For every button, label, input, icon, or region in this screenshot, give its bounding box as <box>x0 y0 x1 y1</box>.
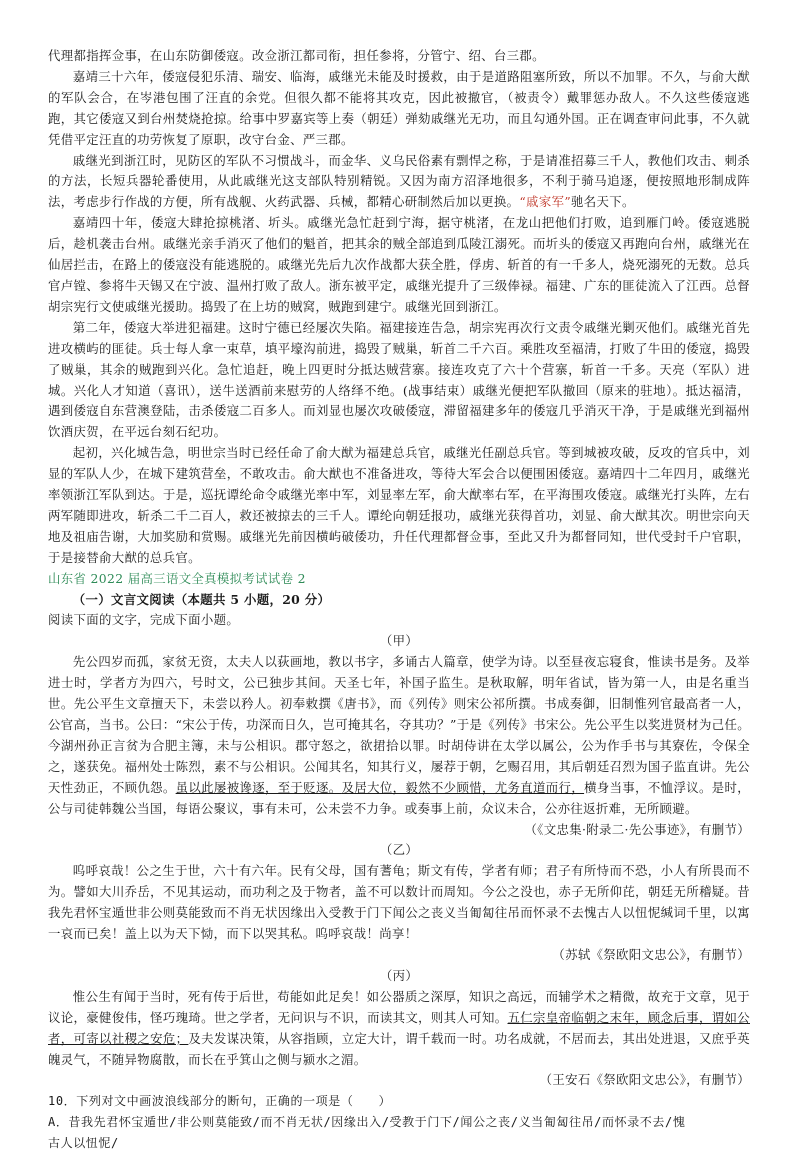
paragraph: 代理都指挥佥事，在山东防御倭寇。改佥浙江都司衔，担任参将，分管宁、绍、台三郡。 <box>48 48 545 63</box>
passage-source: （苏轼《祭欧阳文忠公》，有删节） <box>552 946 750 962</box>
passage-label-bing: （丙） <box>379 967 419 983</box>
passage-source: （《文忠集·附录二·先公事迹》，有删节） <box>524 821 750 837</box>
passage-jia <box>48 652 750 819</box>
paragraph-text: 戚继光到浙江时，见防区的军队不习惯战斗，而金华、义乌民俗素有剽悍之称，于是请准招募三千人，教他们攻击、刺杀的方法，长短兵器轮番使用，从此戚继光这支部队特别精锐。又因为南方沼泽地很多，不利于骑马追逐，便按照地形制成阵法，考虑步行作战的方便，所有战舰、火药武器、兵械，都精心研制然后加以更换。 <box>48 152 750 210</box>
underlined-sentence: 及居大位，毅然不少顾惜，尤务直道而行， <box>341 779 585 795</box>
paragraph: 第二年，倭寇大举进犯福建。这时宁德已经屡次失陷。福建接连告急，胡宗宪再次行文责令戚继光剿灭他们。戚继光首先进攻横屿的匪徒。兵士每人拿一束草，填平壕沟前进，捣毁了贼巢，斩首二千六百。乘胜攻至福清，打败了牛田的倭寇，捣毁了贼巢，其余的贼跑到兴化。急忙追赶，晚上四更时分抵达贼营寨。接连攻克了六十个营寨，斩首一千多。天亮（军队）进城。兴化人才知道（喜讯），送牛送酒前来慰劳的人络绎不绝。(战事结束）戚继光便把军队撤回（原来的驻地）。抵达福清，遇到倭寇自东营澳登陆，击杀倭寇二百多人。而刘显也屡次攻破倭寇，滞留福建多年的倭寇几乎消灭干净，于是戚继光到福州饮酒庆贺，在平远台刻石纪功。 <box>48 319 750 440</box>
section-title: （一）文言文阅读（本题共 5 小题，20 分） <box>72 591 331 607</box>
paragraph: 嘉靖四十年，倭寇大肆抢掠桃渚、圻头。戚继光急忙赶到宁海，据守桃渚，在龙山把他们打败，追到雁门岭。倭寇逃脱后，趁机袭击台州。戚继光亲手消灭了他们的魁首，把其余的贼全部追到瓜陵江溺死。而圻头的倭寇又再跑向台州，戚继光在仙居拦击，在路上的倭寇没有能逃脱的。戚继光先后九次作战都大获全胜，俘虏、斩首的有一千多人，烧死溺死的无数。总兵官卢镗、参将牛天锡又在宁波、温州打败了敌人。浙东被平定，戚继光提升了三级俸禄。福建、广东的匪徒流入了江西。总督胡宗宪行文使戚继光援助。捣毁了在上坊的贼窝，贼跑到建宁。戚继光回到浙江。 <box>48 215 750 314</box>
document-page <box>48 46 750 1154</box>
source-line: 山东省 2022 届高三语文全真模拟考试试卷 2 <box>48 570 306 586</box>
passage-text: 横身当事，不恤浮议。是时，公与司徒韩魏公当国，每语公聚议，事有未可，公未尝不力争。或奏事上前，众议未合，公亦往返折难，无所顾避。 <box>48 779 750 816</box>
underlined-sentence: 五仁宗皇帝临朝之末年，顾念后事，谓如公者，可寄以社稷之安危； <box>48 1009 750 1046</box>
passage-source: （王安石《祭欧阳文忠公》，有删节） <box>539 1072 750 1088</box>
passage-text: 先公四岁而孤，家贫无资，太夫人以荻画地，教以书字，多诵古人篇章，使学为诗。以至昼夜忘寝食，惟读书是务。及举进士时，学者方为四六，号时文，公已独步其间。天圣七年，补国子监生。是秋取解，明年省试，皆为第一人，由是名重当世。先公平生文章擅天下，未尝以矜人。初奉敕撰《唐书》，而《列传》则宋公祁所撰。书成奏御，旧制惟列官最高者一人，公官高，当书。公曰：“宋公于传，功深而日久，岂可掩其名，夺其功？”于是《列传》书宋公。先公平生以奖进贤材为己任。今湖州孙正言贫为合肥主簿，未与公相识。郡守怒之，欲捃拾以罪。时胡侍讲在太学以属公，公为作手书与其寮佐，令保全之，遂获免。福州处士陈烈，素不与公相识。公闻其名，知其行义，屡荐于朝，乞赐召用，其后朝廷召烈为国子监直讲。先公天性劲正，不顾仇怨。 <box>48 654 750 795</box>
question-option-a: A．昔我先君怀宝遁世/非公则莫能致/而不肖无状/因缘出入/受教于门下/闻公之丧/义当匍匐往吊/而怀录不去/愧 <box>48 1115 686 1130</box>
paragraph <box>48 151 750 214</box>
paragraph: 起初，兴化城告急，明世宗当时已经任命了俞大猷为福建总兵官，戚继光任副总兵官。等到城被攻破，反攻的官兵中，刘显的军队人少，在城下建筑营垒，不敢攻击。俞大猷也不准备进攻，等待大军会合以便围困倭寇。嘉靖四十二年四月，戚继光率领浙江军队到达。于是，巡抚谭纶命令戚继光率中军，刘显率左军，俞大猷率右军，在平海围攻倭寇。戚继光打头阵，左右两军随即进攻，斩杀二千二百人，救还被掠去的三千人。谭纶向朝廷报功，戚继光获得首功，刘显、俞大猷其次。明世宗向天地及祖庙告谢，大加奖励和赏赐。戚继光先前因横屿破倭功，升任代理都督佥事，至此又升为都督同知，世代受封千户官职，于是接替俞大猷的总兵官。 <box>48 445 750 565</box>
instruction: 阅读下面的文字，完成下面小题。 <box>48 612 240 628</box>
paragraph: 嘉靖三十六年，倭寇侵犯乐清、瑞安、临海，戚继光未能及时援救，由于是道路阻塞所致，所以不加罪。不久，与俞大猷的军队会合，在岑港包围了汪直的余党。但很久都不能将其攻克，因此被撤官，（被责令）戴罪惩办敌人。不久这些倭寇逃跑，其它倭寇又到台州焚烧抢掠。给事中罗嘉宾等上奏（朝廷）弹劾戚继光无功，而且勾通外国。正在调查审问此事，不久就凭借平定汪直的功劳恢复了原职，改守台金、严三郡。 <box>48 68 750 147</box>
passage-text: 及夫发谋决策，从容指顾，立定大计，谓千载而一时。功名成就，不居而去，其出处进退，又庶乎英魄灵气，不随异物腐散，而长在乎箕山之侧与颍水之湄。 <box>48 1030 750 1067</box>
underlined-sentence: 虽以此屡被谗逐，至于贬逐。 <box>175 779 342 795</box>
passage-yi: 呜呼哀哉！公之生于世，六十有六年。民有父母，国有蓍龟；斯文有传，学者有师；君子有所恃而不恐，小人有所畏而不为。譬如大川乔岳，不见其运动，而功利之及于物者，盖不可以数计而周知。今公之没也，赤子无所仰芘，朝廷无所稽疑。昔我先君怀宝遁世非公则莫能致而不肖无状因缘出入受教于门下闻公之丧义当匍匐往吊而怀录不去愧古人以忸怩缄词千里，以寓一哀而已矣！盖上以为天下恸，而下以哭其私。呜呼哀哉！尚享！ <box>48 863 750 942</box>
passage-label-jia: （甲） <box>379 633 419 649</box>
highlighted-term: “戚家军” <box>519 194 571 210</box>
passage-bing <box>48 987 750 1071</box>
question-option-a-continued: 古人以忸怩/ <box>48 1136 119 1151</box>
passage-label-yi: （乙） <box>379 842 419 858</box>
passage-text: 惟公生有闻于当时，死有传于后世，苟能如此足矣！如公器质之深厚，知识之高远，而辅学术之精微，故充于文章，见于议论，豪健俊伟，怪巧瑰琦。世之学者，无问识与不识，而读其文，则其人可知。 <box>48 988 750 1025</box>
paragraph-text: 驰名天下。 <box>571 194 635 210</box>
question-stem: 10．下列对文中画波浪线部分的断句，正确的一项是（ ） <box>48 1094 392 1109</box>
